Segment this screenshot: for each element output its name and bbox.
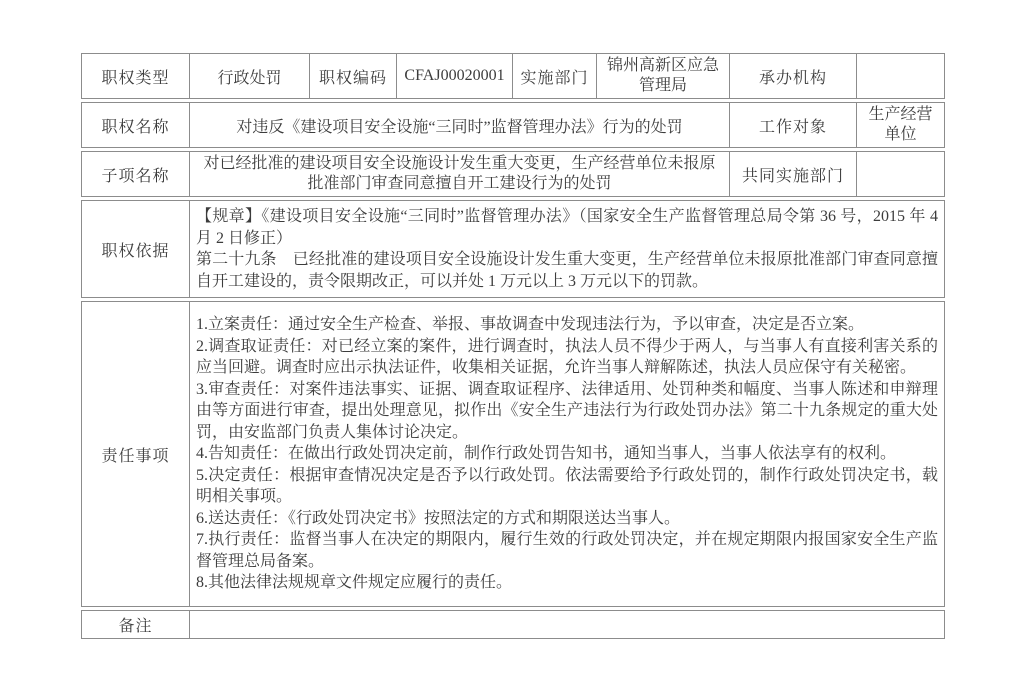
authority-code-label: 职权编码: [310, 53, 397, 99]
authority-type-value: 行政处罚: [190, 53, 310, 99]
remark-value: [190, 610, 945, 639]
legal-basis-line: 【规章】《建设项目安全设施“三同时”监督管理办法》（国家安全生产监督管理总局令第 36 号，2015 年 4 月 2 日修正）: [196, 208, 938, 247]
duty-item: 8.其他法律法规规章文件规定应履行的责任。: [196, 574, 513, 592]
legal-basis-value: [190, 200, 945, 298]
authority-type-label: 职权类型: [81, 53, 190, 99]
handling-org-label: 承办机构: [730, 53, 857, 99]
row-authority-name: [81, 102, 945, 148]
duty-items-value: [190, 301, 945, 607]
duty-item: 2.调查取证责任：对已经立案的案件，进行调查时，执法人员不得少于两人，与当事人有直接利害关系的应当回避。调查时应出示执法证件，收集相关证据，允许当事人辩解陈述，执法人员应保守有关秘密。: [196, 337, 938, 377]
duty-item: 7.执行责任：监督当事人在决定的期限内，履行生效的行政处罚决定，并在规定期限内报国家安全生产监督管理总局备案。: [196, 531, 938, 570]
duty-item: 5.决定责任：根据审查情况决定是否予以行政处罚。依法需要给予行政处罚的，制作行政处罚决定书，载明相关事项。: [196, 466, 938, 506]
authority-name-label: 职权名称: [81, 102, 190, 148]
authority-code-value: CFAJ00020001: [397, 53, 513, 99]
remark-label: 备注: [81, 610, 190, 639]
subitem-name-label: 子项名称: [81, 151, 190, 197]
authority-name-value: 对违反《建设项目安全设施“三同时”监督管理办法》行为的处罚: [190, 102, 730, 148]
legal-basis-line: 第二十九条 已经批准的建设项目安全设施设计发生重大变更，生产经营单位未报原批准部门审查同意擅自开工建设的，责令限期改正，可以并处 1 万元以上 3 万元以下的罚款。: [196, 251, 938, 290]
duty-items-label: 责任事项: [81, 301, 190, 607]
row-duty-items: [81, 301, 945, 607]
duty-item: 4.告知责任：在做出行政处罚决定前，制作行政处罚告知书，通知当事人，当事人依法享有的权利。: [196, 445, 897, 463]
handling-org-value: [857, 53, 945, 99]
row-remark: [81, 610, 945, 639]
duty-item: 6.送达责任：《行政处罚决定书》按照法定的方式和期限送达当事人。: [196, 509, 681, 527]
legal-basis-label: 职权依据: [81, 200, 190, 298]
duty-item: 1.立案责任：通过安全生产检查、举报、事故调查中发现违法行为，予以审查，决定是否立案。: [196, 316, 865, 334]
work-object-label: 工作对象: [730, 102, 857, 148]
authority-duty-table: [81, 50, 945, 642]
row-subitem-name: [81, 151, 945, 197]
row-authority-type: [81, 53, 945, 99]
subitem-name-value: 对已经批准的建设项目安全设施设计发生重大变更，生产经营单位未报原批准部门审查同意擅自开工建设行为的处罚: [190, 151, 730, 197]
implementing-dept-label: 实施部门: [513, 53, 597, 99]
row-legal-basis: [81, 200, 945, 298]
implementing-dept-value: 锦州高新区应急管理局: [597, 53, 730, 99]
work-object-value: 生产经营单位: [857, 102, 945, 148]
duty-item: 3.审查责任：对案件违法事实、证据、调查取证程序、法律适用、处罚种类和幅度、当事人陈述和申辩理由等方面进行审查，提出处理意见，拟作出《安全生产违法行为行政处罚办法》第二十九条规定的重大处罚，由安监部门负责人集体讨论决定。: [196, 380, 938, 441]
joint-dept-value: [857, 151, 945, 197]
joint-dept-label: 共同实施部门: [730, 151, 857, 197]
